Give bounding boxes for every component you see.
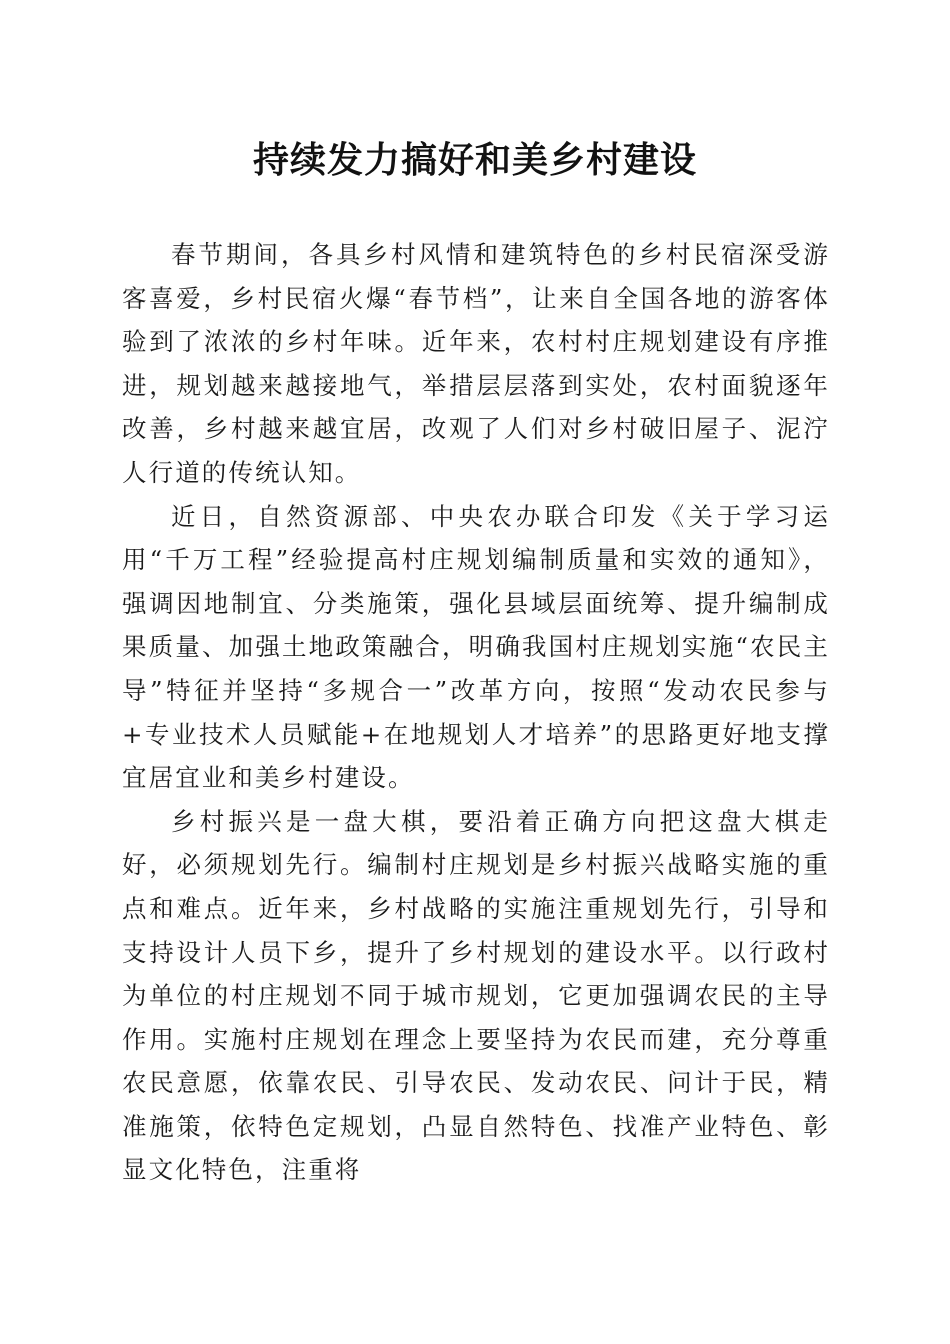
paragraph-3: 乡村振兴是一盘大棋，要沿着正确方向把这盘大棋走好，必须规划先行。编制村庄规划是乡村振兴战略实施的重点和难点。近年来，乡村战略的实施注重规划先行，引导和支持设计人员下乡，提升了乡村规划的建设水平。以行政村为单位的村庄规划不同于城市规划，它更加强调农民的主导作用。实施村庄规划在理念上要坚持为农民而建，充分尊重农民意愿，依靠农民、引导农民、发动农民、问计于民，精准施策，依特色定规划，凸显自然特色、找准产业特色、彰显文化特色，注重将 [122,806,830,1185]
paragraph-1: 春节期间，各具乡村风情和建筑特色的乡村民宿深受游客喜爱，乡村民宿火爆“春节档”，让来自全国各地的游客体验到了浓浓的乡村年味。近年来，农村村庄规划建设有序推进，规划越来越接地气，举措层层落到实处，农村面貌逐年改善，乡村越来越宜居，改观了人们对乡村破旧屋子、泥泞人行道的传统认知。 [122,240,830,487]
paragraph-2: 近日，自然资源部、中央农办联合印发《关于学习运用“千万工程”经验提高村庄规划编制质量和实效的通知》，强调因地制宜、分类施策，强化县域层面统筹、提升编制成果质量、加强土地政策融合，明确我国村庄规划实施“农民主导”特征并坚持“多规合一”改革方向，按照“发动农民参与+专业技术人员赋能+在地规划人才培养”的思路更好地支撑宜居宜业和美乡村建设。 [122,501,830,793]
document-title: 持续发力搞好和美乡村建设 [252,139,697,181]
document-body [122,233,830,1192]
